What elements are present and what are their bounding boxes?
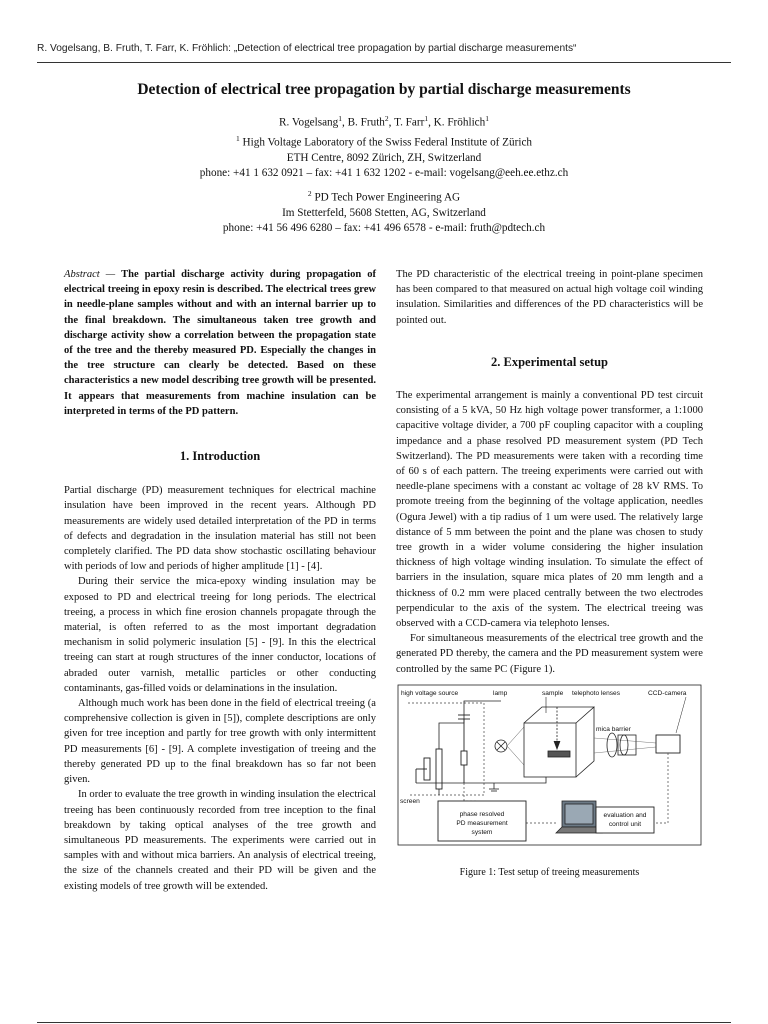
paragraph: Partial discharge (PD) measurement techniques for electrical machine insulation have been improved in the recent years. Although PD measurements are widely used detailed interpretation of the PD in terms of defects and degradation in the insulation material has still not been completely clarified. The PD data show stochastic oscillating behaviour with periods of low and periods of higher amplitude [1] - [4]. [64, 485, 376, 573]
header-rule [37, 62, 731, 63]
telephoto-lens-icon [607, 733, 636, 757]
label-pd-system: PD measurement [456, 819, 508, 827]
affiliation-1 [0, 131, 768, 151]
affiliation-2-address: Im Stetterfeld, 5608 Stetten, AG, Switzerland [282, 207, 486, 220]
label-eval-unit: control unit [608, 820, 642, 828]
left-column [64, 267, 376, 894]
author-name: B. Fruth [347, 116, 385, 129]
affiliation-1-address: ETH Centre, 8092 Zürich, ZH, Switzerland [286, 151, 482, 164]
author-name: T. Farr [394, 116, 425, 129]
figure-caption: Figure 1: Test setup of treeing measurements [459, 866, 640, 878]
author-name: K. Fröhlich [433, 116, 486, 129]
ccd-camera-icon [656, 735, 680, 753]
label-hv-source: high voltage source [401, 689, 459, 697]
laptop-icon [556, 801, 602, 833]
lamp-icon [495, 740, 507, 752]
test-setup-diagram [396, 683, 703, 863]
pd-signal-wire [464, 783, 476, 801]
label-lamp: lamp [493, 689, 508, 697]
label-pd-system: phase resolved [459, 810, 505, 818]
right-column [396, 267, 703, 880]
running-header: R. Vogelsang, B. Fruth, T. Farr, K. Fröhlich: „Detection of electrical tree propagation by partial discharge measurements“ [37, 43, 577, 54]
sample-cube [524, 707, 594, 777]
label-telephoto: telephoto lenses [572, 689, 621, 697]
abstract [64, 267, 376, 419]
control-unit-box [596, 807, 654, 833]
label-ccd-camera: CCD-camera [648, 689, 687, 697]
footer-rule [37, 1022, 731, 1023]
figure-test-setup [396, 683, 703, 863]
optical-path [594, 738, 656, 753]
paragraph: Although much work has been done in the field of electrical treeing (a comprehensive collection is given in [5]), complete descriptions are only given for tree inception and partly for tree growth with only intermittent PD measurements [6] - [9]. A complete investigation of treeing and the thereby generated PD up to the final breakdown has so far not been given. [64, 698, 376, 786]
affiliation-name: PD Tech Power Engineering AG [314, 192, 461, 205]
author-name: R. Vogelsang [278, 116, 339, 129]
affiliation-2 [0, 186, 768, 206]
author-names: R. Vogelsang$^1$, B. Fruth$^2$, T. Farr$^1$, K. Fröhlich$^1$ [278, 114, 489, 129]
affiliation-marker: 2 [384, 114, 389, 123]
affiliation-2-contact: phone: +41 56 496 6280 – fax: +41 496 6578 - e-mail: fruth@pdtech.ch [222, 222, 546, 235]
paragraph: The experimental arrangement is mainly a conventional PD test circuit consisting of a 5 kVA, 50 Hz high voltage power transformer, a 1:1000 capacitive voltage divider, a 700 pF coupling capacitor with a coupling impedance and a phase resolved PD measurement system (PD Tech Switzerland). The PD measurements were taken with a recording time of 60 s of each pattern. The treeing experiments were carried out with needle-plane specimens with a constant ac voltage of 28 kV RMS. To promote treeing from the beginning of the voltage application, needles (Ogura Jewel) with a tip radius of 1 um were used. The relatively large distance of 5 mm between the point and the plane was chosen to study tree growth in a wider volume considering the higher insulation thickness of high voltage winding insulation. To simulate the effect of barriers in the insulation, square mica plates of 20 mm length and a thickness of 0.2 mm were placed centrally between the two electrodes perpendicular to the axis of the system. The electrical treeing was observed with a CCD-camera via telephoto lenses. [396, 390, 703, 630]
paragraph: During their service the mica-epoxy winding insulation may be exposed to PD and electrical treeing for long periods. The electrical treeing, a process in which fine erosion channels propagate through the material, is often referred to as the most important degradation mechanism in solid polymeric insulation [5] - [9]. In this the electrical treeing can start at rough structures of the inner conductor, locations of abraded outer varnish, metallic particles or other conducting contaminants, gas-filled voids or delaminations in the insulation. [64, 576, 376, 694]
label-screen: screen [400, 797, 420, 805]
light-beam [507, 727, 524, 765]
camera-pointer [676, 697, 686, 733]
paragraph: In order to evaluate the tree growth in winding insulation the electrical treeing has been continuously recorded from tree inception to the final breakdown by taking optical analyses of the tree growth and simultaneous PD measurements. The experiments were carried out in samples with and without mica barriers. An analysis of electrical treeing, the size of the channels created and their PD will be given and the existing models of tree growth will be extended. [64, 789, 376, 892]
section-heading-introduction: 1. Introduction [179, 449, 261, 464]
section-heading-experimental-setup: 2. Experimental setup [490, 354, 608, 369]
affiliation-1-contact: phone: +41 1 632 0921 – fax: +41 1 632 1202 - e-mail: vogelsang@eeh.ee.ethz.ch [199, 167, 569, 180]
affiliation-marker: 1 [338, 114, 342, 123]
hv-line [439, 701, 501, 749]
affiliation-marker: 1 [424, 114, 429, 123]
paper-title: Detection of electrical tree propagation by partial discharge measurements [137, 81, 631, 98]
abstract-label: Abstract — [64, 269, 116, 280]
author-block [0, 111, 768, 237]
paragraph: For simultaneous measurements of the electrical tree growth and the generated PD thereby, the camera and the PD measurement system were controlled by the same PC (Figure 1). [396, 633, 703, 675]
label-sample: sample [542, 689, 564, 697]
affiliation-marker: 2 [307, 189, 312, 199]
screen-enclosure [408, 703, 484, 795]
paragraph: The PD characteristic of the electrical treeing in point-plane specimen has been compared to that measured on actual high voltage coil winding insulation. Similarities and differences of the PD characteristics will be pointed out. [396, 269, 703, 326]
label-pd-system: system [471, 828, 493, 836]
affiliation-name: High Voltage Laboratory of the Swiss Federal Institute of Zürich [242, 136, 533, 149]
capacitor-icon [458, 715, 470, 783]
label-eval-unit: evaluation and [603, 811, 647, 819]
label-mica-barrier: mica barrier [596, 725, 631, 733]
abstract-text: The partial discharge activity during propagation of electrical treeing in epoxy resin is described. The electrical trees grew in needle-plane samples without and with an internal barrier up to the final breakdown. The simultaneous taken tree growth and discharge activity show a correlation between the propagation state of the tree and the thereby measured PD. Especially the changes in the tree structure can clearly be detected. Based on these characteristics a new model describing tree growth will be presented. It appears that measurements from machine insulation can be interpreted in terms of the PD pattern. [64, 269, 376, 417]
affiliation-marker: 1 [235, 133, 240, 143]
affiliation-marker: 1 [485, 114, 489, 123]
sample-ground-wire [526, 777, 546, 783]
ground-icon [416, 783, 526, 795]
